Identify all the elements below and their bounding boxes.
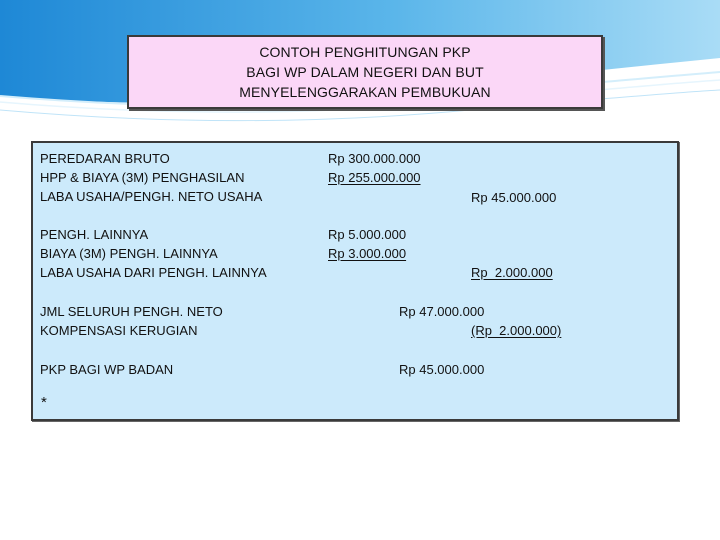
amount-hpp-biaya: Rp 255.000.000: [328, 170, 421, 185]
amount-biaya-pengh-lainnya: Rp 3.000.000: [328, 246, 407, 261]
label-peredaran-bruto: PEREDARAN BRUTO: [40, 151, 170, 166]
bullet-marker: *: [41, 394, 47, 411]
title-line-2: BAGI WP DALAM NEGERI DAN BUT: [246, 64, 484, 80]
label-laba-usaha: LABA USAHA/PENGH. NETO USAHA: [40, 189, 263, 204]
label-pkp-wp-badan: PKP BAGI WP BADAN: [40, 362, 174, 377]
title-line-1: CONTOH PENGHITUNGAN PKP: [259, 44, 471, 60]
label-jml-seluruh-pengh-neto: JML SELURUH PENGH. NETO: [40, 304, 223, 319]
calculation-box: [31, 141, 679, 421]
label-pengh-lainnya: PENGH. LAINNYA: [40, 227, 149, 242]
label-biaya-pengh-lainnya: BIAYA (3M) PENGH. LAINNYA: [40, 246, 218, 261]
amount-jml-seluruh-pengh-neto: Rp 47.000.000: [399, 304, 485, 319]
label-hpp-biaya: HPP & BIAYA (3M) PENGHASILAN: [40, 170, 245, 185]
label-laba-pengh-lainnya: LABA USAHA DARI PENGH. LAINNYA: [40, 265, 267, 280]
amount-pengh-lainnya: Rp 5.000.000: [328, 227, 407, 242]
amount-kompensasi-kerugian: (Rp 2.000.000): [471, 323, 562, 338]
amount-laba-usaha: Rp 45.000.000: [471, 190, 557, 205]
amount-laba-pengh-lainnya: Rp 2.000.000: [471, 265, 553, 280]
label-kompensasi-kerugian: KOMPENSASI KERUGIAN: [40, 323, 198, 338]
title-box: [127, 35, 603, 109]
amount-pkp-wp-badan: Rp 45.000.000: [399, 362, 485, 377]
title-line-3: MENYELENGGARAKAN PEMBUKUAN: [239, 84, 491, 100]
amount-peredaran-bruto: Rp 300.000.000: [328, 151, 421, 166]
